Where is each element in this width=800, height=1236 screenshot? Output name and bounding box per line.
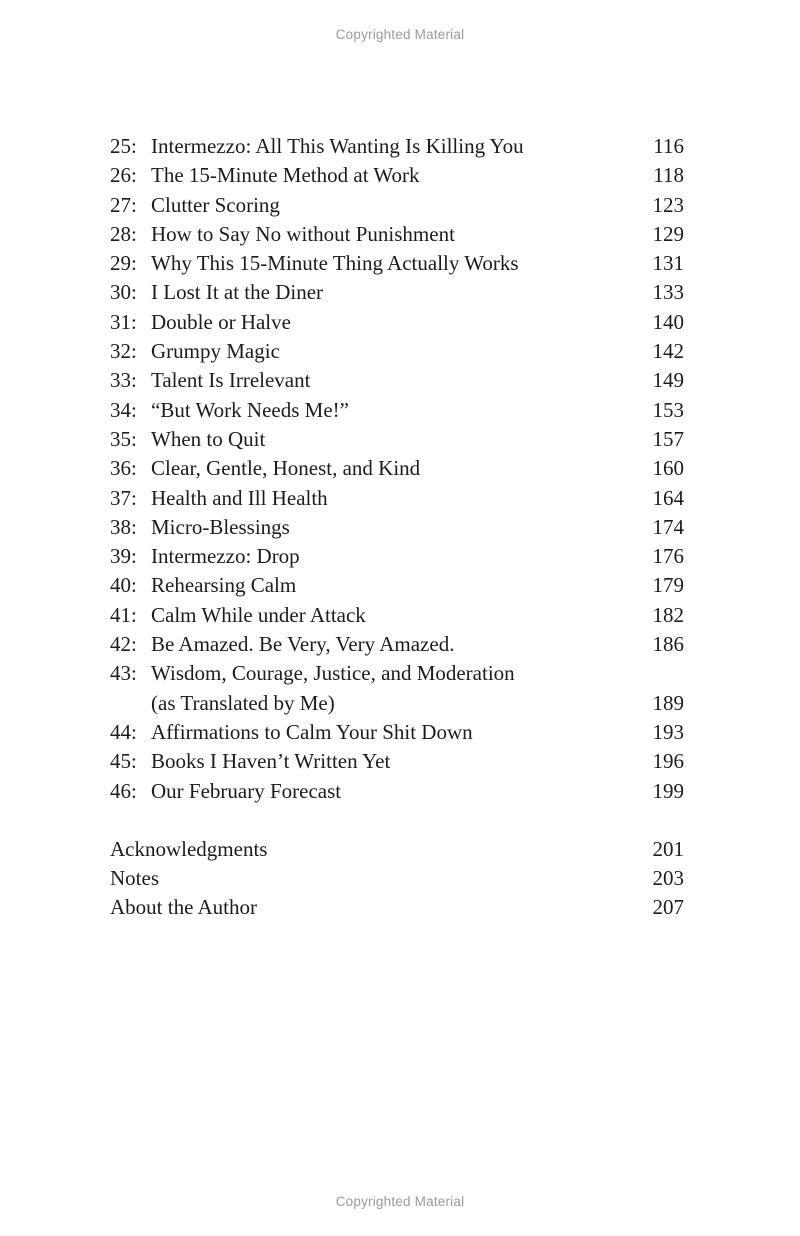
toc-entry [110, 542, 684, 571]
chapter-title: Calm While under Attack [151, 602, 366, 627]
page-number: 189 [652, 690, 684, 715]
chapter-number: 46: [110, 778, 137, 803]
page-number: 142 [652, 339, 684, 364]
chapter-number: 43: [110, 661, 137, 686]
page-number: 176 [652, 544, 684, 569]
page-number: 116 [653, 134, 684, 158]
toc-entry [110, 249, 684, 278]
page-number: 160 [652, 456, 684, 481]
chapter-number [110, 689, 151, 718]
chapter-number: 42: [110, 632, 137, 657]
toc-entry [110, 718, 684, 747]
chapter-title: Rehearsing Calm [151, 573, 297, 598]
toc-entry [110, 132, 684, 161]
chapter-title: Micro-Blessings [151, 514, 290, 539]
toc-entry [110, 630, 684, 659]
toc-entry [110, 835, 684, 864]
page-number: 149 [652, 368, 684, 393]
chapter-number: 30: [110, 280, 137, 305]
page-number: 207 [652, 895, 684, 920]
backmatter-title: Acknowledgments [110, 836, 268, 861]
page-number: 118 [653, 163, 684, 188]
chapter-title: Talent Is Irrelevant [151, 368, 311, 393]
toc-entry [110, 337, 684, 366]
page-number: 201 [652, 836, 684, 861]
chapter-number: 25: [110, 134, 137, 158]
page-number: 199 [652, 778, 684, 803]
page-number: 140 [652, 309, 684, 334]
toc-entry [110, 454, 684, 483]
chapter-title: When to Quit [151, 426, 266, 451]
page-number: 186 [652, 632, 684, 657]
chapter-title: Clear, Gentle, Honest, and Kind [151, 456, 421, 481]
chapter-number: 41: [110, 602, 137, 627]
chapter-number: 38: [110, 514, 137, 539]
chapter-title: Grumpy Magic [151, 339, 280, 364]
toc-entry [110, 893, 684, 922]
copyright-notice-bottom: Copyrighted Material [335, 1194, 465, 1209]
page-number: 193 [652, 719, 684, 744]
toc-entry [110, 191, 684, 220]
toc-backmatter-list [110, 835, 684, 923]
toc-entry [110, 601, 684, 630]
toc-entry [110, 659, 684, 688]
page-number: 129 [652, 221, 684, 246]
chapter-title: Be Amazed. Be Very, Very Amazed. [151, 632, 455, 657]
toc-entry [110, 278, 684, 307]
toc-entry [110, 161, 684, 190]
chapter-title: “But Work Needs Me!” [151, 397, 349, 422]
backmatter-title: About the Author [110, 895, 257, 920]
page-number: 164 [652, 485, 684, 510]
page-number: 157 [652, 426, 684, 451]
chapter-number: 32: [110, 339, 137, 364]
toc-entry [110, 864, 684, 893]
chapter-title: Books I Haven’t Written Yet [151, 749, 391, 774]
chapter-number: 27: [110, 192, 137, 217]
chapter-title: Affirmations to Calm Your Shit Down [151, 719, 473, 744]
chapter-number: 45: [110, 749, 137, 774]
toc-section-gap [110, 806, 684, 835]
page-number: 133 [652, 280, 684, 305]
chapter-number: 40: [110, 573, 137, 598]
table-of-contents [110, 132, 684, 923]
chapter-number: 35: [110, 426, 137, 451]
chapter-title: Wisdom, Courage, Justice, and Moderation [151, 661, 515, 686]
chapter-number: 29: [110, 251, 137, 276]
chapter-title: Why This 15-Minute Thing Actually Works [151, 251, 519, 276]
chapter-number: 31: [110, 309, 137, 334]
page-number: 123 [652, 192, 684, 217]
chapter-title: The 15-Minute Method at Work [151, 163, 420, 188]
chapter-number: 36: [110, 456, 137, 481]
toc-entry [110, 513, 684, 542]
chapter-number: 37: [110, 485, 137, 510]
toc-entry [110, 571, 684, 600]
chapter-title: Clutter Scoring [151, 192, 280, 217]
toc-entry [110, 366, 684, 395]
toc-entry [110, 747, 684, 776]
toc-entry [110, 777, 684, 806]
chapter-number: 28: [110, 221, 137, 246]
chapter-title: Double or Halve [151, 309, 291, 334]
chapter-number: 44: [110, 719, 137, 744]
page-number: 179 [652, 573, 684, 598]
backmatter-title: Notes [110, 866, 159, 891]
toc-entry [110, 396, 684, 425]
page-number: 196 [652, 749, 684, 774]
chapter-title: (as Translated by Me) [151, 690, 335, 715]
toc-entry-continuation [110, 689, 684, 718]
page-number: 153 [652, 397, 684, 422]
page-number: 203 [652, 866, 684, 891]
chapter-number: 33: [110, 368, 137, 393]
chapter-title: Intermezzo: All This Wanting Is Killing You [151, 134, 524, 158]
chapter-number: 26: [110, 163, 137, 188]
page-number: 174 [652, 514, 684, 539]
toc-entry [110, 308, 684, 337]
toc-entry [110, 425, 684, 454]
chapter-title: How to Say No without Punishment [151, 221, 455, 246]
page-number: 131 [652, 251, 684, 276]
chapter-title: Health and Ill Health [151, 485, 328, 510]
toc-entry [110, 220, 684, 249]
chapter-number: 39: [110, 544, 137, 569]
toc-chapter-list [110, 132, 684, 806]
chapter-title: I Lost It at the Diner [151, 280, 324, 305]
page-number: 182 [652, 602, 684, 627]
chapter-title: Intermezzo: Drop [151, 544, 300, 569]
toc-entry [110, 484, 684, 513]
chapter-title: Our February Forecast [151, 778, 342, 803]
chapter-number: 34: [110, 397, 137, 422]
copyright-notice-top: Copyrighted Material [335, 27, 465, 42]
